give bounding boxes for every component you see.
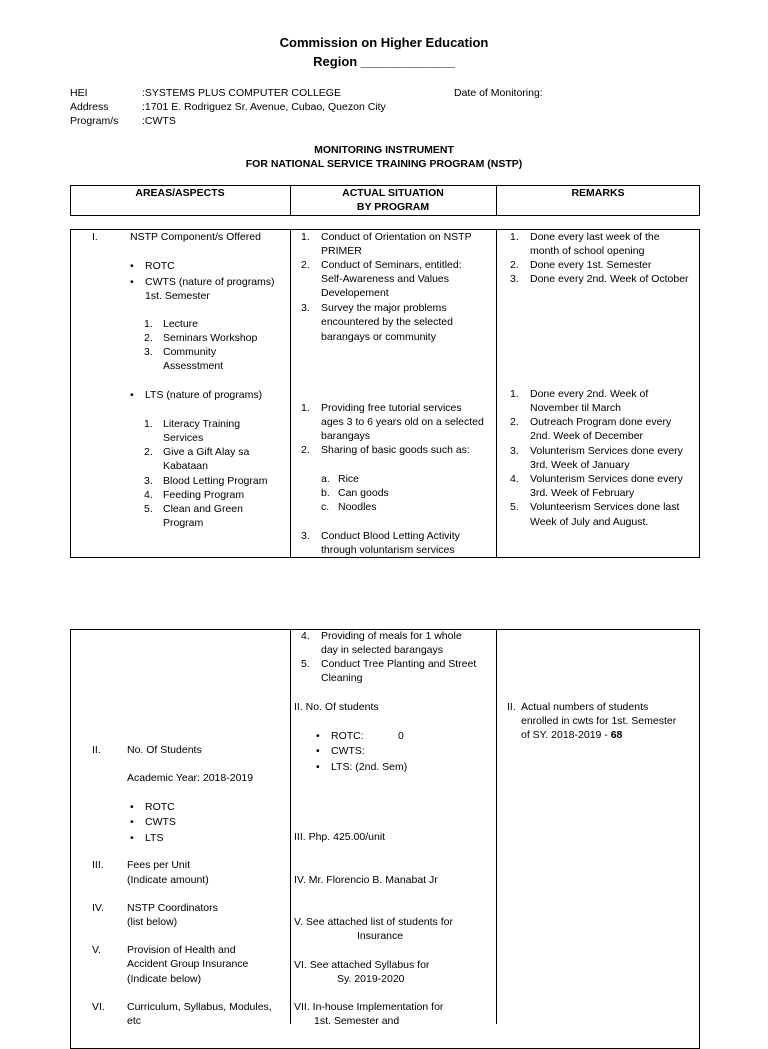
coordinators-actual: IV. Mr. Florencio B. Manabat Jr [294, 874, 438, 886]
remark-item: Done every last week of the [530, 231, 660, 243]
actual-item-cont: day in selected barangays [321, 644, 443, 656]
actual-header-line2: BY PROGRAM [356, 201, 430, 213]
goods-item: Noodles [338, 501, 377, 513]
date-of-monitoring-label: Date of Monitoring: [454, 87, 543, 99]
remark-number: 1. [510, 231, 519, 243]
cwts-item-number: 1. [144, 318, 153, 330]
cwts-item-number: 2. [144, 332, 153, 344]
actual-item-number: 1. [301, 402, 310, 414]
insurance-actual-cont: Insurance [357, 930, 404, 942]
remark-number: 5. [510, 501, 519, 513]
actual-rotc-value: 0 [398, 730, 404, 742]
actual-cwts: • CWTS: [331, 744, 365, 758]
implementation-actual: VII. In-house Implementation for [294, 1001, 444, 1013]
region-line: Region _____________ [313, 54, 455, 69]
students-remark: Actual numbers of students [521, 701, 649, 713]
program-value: :CWTS [142, 115, 176, 127]
instrument-title: MONITORING INSTRUMENT [314, 144, 454, 156]
actual-item-cont: Self-Awareness and Values [321, 273, 450, 285]
students-title: No. Of Students [127, 744, 202, 756]
fees-actual: III. Php. 425.00/unit [294, 831, 386, 843]
remarks-header: REMARKS [571, 187, 625, 199]
lts-item-number: 3. [144, 475, 153, 487]
lts-item: Give a Gift Alay sa [163, 446, 250, 458]
goods-letter: a. [321, 473, 330, 485]
actual-rotc: • ROTC: [331, 729, 364, 743]
cwts-semester: 1st. Semester [145, 290, 210, 302]
cwts-item-cont: Assesstment [163, 360, 224, 372]
fees-number: III. [92, 859, 104, 871]
curriculum-title: Curriculum, Syllabus, Modules, [127, 1001, 272, 1013]
lts-item: Feeding Program [163, 489, 245, 501]
goods-letter: c. [321, 501, 330, 513]
lts-item-cont: Services [163, 432, 204, 444]
coordinators-number: IV. [92, 902, 104, 914]
insurance-number: V. [92, 944, 101, 956]
coordinators-title: NSTP Coordinators [127, 902, 218, 914]
cwts-item-number: 3. [144, 346, 153, 358]
insurance-subtitle: (Indicate below) [127, 973, 202, 985]
insurance-title: Provision of Health and [127, 944, 236, 956]
student-type: • CWTS [145, 815, 176, 829]
actual-item-cont: Cleaning [321, 672, 363, 684]
actual-item: Conduct Blood Letting Activity [321, 530, 460, 542]
goods-item: Rice [338, 473, 360, 485]
lts-item-cont: Kabataan [163, 460, 208, 472]
column-divider [496, 629, 497, 1024]
cwts-bullet: • CWTS (nature of programs) [145, 275, 275, 289]
actual-item-number: 3. [301, 302, 310, 314]
instrument-subtitle: FOR NATIONAL SERVICE TRAINING PROGRAM (NSTP) [245, 158, 523, 170]
address-label: Address [70, 101, 109, 113]
document-title: Commission on Higher Education [279, 35, 489, 50]
goods-letter: b. [321, 487, 330, 499]
academic-year: Academic Year: 2018-2019 [127, 772, 254, 784]
actual-lts: • LTS: (2nd. Sem) [331, 760, 407, 774]
remark-item: Volunteerism Services done last [530, 501, 680, 513]
lts-item-number: 4. [144, 489, 153, 501]
rotc-bullet: • ROTC [145, 259, 175, 273]
insurance-title-cont: Accident Group Insurance [127, 958, 249, 970]
students-remark-cont [521, 728, 622, 742]
lts-item: Clean and Green [163, 503, 243, 515]
remark-item: Volunterism Services done every [530, 473, 683, 485]
curriculum-title-cont: etc [127, 1015, 142, 1024]
actual-item-number: 3. [301, 530, 310, 542]
cwts-item: Community [163, 346, 217, 358]
remark-number: 3. [510, 273, 519, 285]
actual-item: Providing free tutorial services [321, 402, 462, 414]
address-value: :1701 E. Rodriguez Sr. Avenue, Cubao, Quezon City [142, 101, 386, 113]
hei-value: :SYSTEMS PLUS COMPUTER COLLEGE [142, 87, 341, 99]
column-divider [496, 229, 497, 558]
fees-title: Fees per Unit [127, 859, 191, 871]
lts-item: Blood Letting Program [163, 475, 268, 487]
remark-item-cont: 3rd. Week of January [530, 459, 630, 471]
remark-number: 2. [510, 259, 519, 271]
remark-item-cont: month of school opening [530, 245, 645, 257]
actual-item: Providing of meals for 1 whole [321, 630, 462, 642]
coordinators-subtitle: (list below) [127, 916, 178, 928]
remark-item-cont: November til March [530, 402, 622, 414]
students-count: 68 [610, 729, 623, 741]
actual-item: Survey the major problems [321, 302, 447, 314]
cwts-item: Lecture [163, 318, 199, 330]
remark-number: 2. [510, 416, 519, 428]
actual-item-number: 1. [301, 231, 310, 243]
remark-item-cont: Week of July and August. [530, 516, 649, 528]
hei-label: HEI [70, 87, 88, 99]
remark-item-cont: 2nd. Week of December [530, 430, 644, 442]
remark-item-cont: 3rd. Week of February [530, 487, 635, 499]
actual-item-cont: through voluntarism services [321, 544, 455, 556]
actual-item: Conduct Tree Planting and Street [321, 658, 477, 670]
section-1-title: NSTP Component/s Offered [130, 231, 261, 243]
areas-header: AREAS/ASPECTS [135, 187, 225, 199]
remark-number: 1. [510, 388, 519, 400]
students-remark-cont: enrolled in cwts for 1st. Semester [521, 715, 677, 727]
section-1-number: I. [92, 231, 98, 243]
curriculum-actual: VI. See attached Syllabus for [294, 959, 430, 971]
students-number: II. [92, 744, 101, 756]
remark-item: Done every 2nd. Week of October [530, 273, 689, 285]
curriculum-actual-cont: Sy. 2019-2020 [337, 973, 405, 985]
remark-number: 3. [510, 445, 519, 457]
student-type: • ROTC [145, 800, 175, 814]
fees-subtitle: (Indicate amount) [127, 874, 209, 886]
lts-item-cont: Program [163, 517, 204, 529]
column-divider [290, 229, 291, 558]
lts-item-number: 1. [144, 418, 153, 430]
actual-header-line1: ACTUAL SITUATION [342, 187, 444, 199]
students-remark-text: of SY. 2018-2019 - [521, 729, 608, 741]
actual-item-number: 5. [301, 658, 310, 670]
program-label: Program/s [70, 115, 119, 127]
cwts-item: Seminars Workshop [163, 332, 258, 344]
implementation-actual-cont: 1st. Semester and [314, 1015, 400, 1024]
actual-item-number: 4. [301, 630, 310, 642]
actual-item-cont: ages 3 to 6 years old on a selected [321, 416, 484, 428]
column-divider [290, 629, 291, 1024]
actual-item-number: 2. [301, 444, 310, 456]
lts-item: Literacy Training [163, 418, 241, 430]
actual-item-cont: barangays [321, 430, 371, 442]
remark-number: II. [507, 701, 516, 713]
actual-item: Conduct of Orientation on NSTP [321, 231, 472, 243]
lts-item-number: 2. [144, 446, 153, 458]
lts-bullet: • LTS (nature of programs) [145, 388, 262, 402]
actual-students-heading: II. No. Of students [294, 701, 379, 713]
actual-item-cont: PRIMER [321, 245, 362, 257]
insurance-actual: V. See attached list of students for [294, 916, 453, 928]
actual-item: Conduct of Seminars, entitled: [321, 259, 462, 271]
actual-item-cont: Developement [321, 287, 389, 299]
actual-item-cont: barangays or community [321, 331, 436, 343]
actual-item-number: 2. [301, 259, 310, 271]
remark-item: Volunterism Services done every [530, 445, 683, 457]
student-type: • LTS [145, 831, 163, 845]
remark-item: Done every 1st. Semester [530, 259, 652, 271]
remark-item: Outreach Program done every [530, 416, 672, 428]
curriculum-number: VI. [92, 1001, 105, 1013]
lts-item-number: 5. [144, 503, 153, 515]
remark-item: Done every 2nd. Week of [530, 388, 649, 400]
actual-item-cont: encountered by the selected [321, 316, 453, 328]
actual-item: Sharing of basic goods such as: [321, 444, 470, 456]
remark-number: 4. [510, 473, 519, 485]
goods-item: Can goods [338, 487, 389, 499]
